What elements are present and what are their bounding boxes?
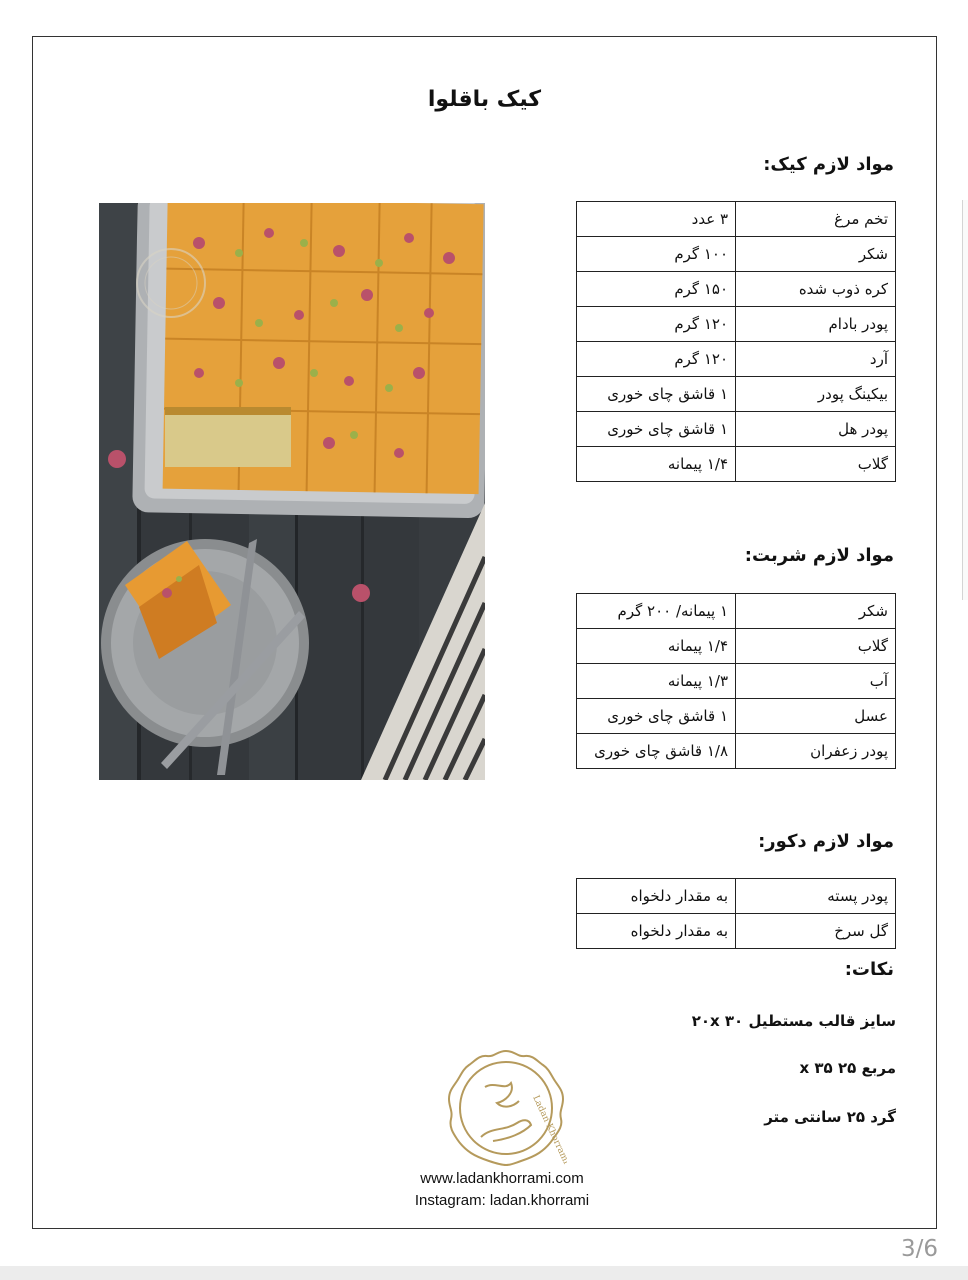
table-row (577, 377, 896, 412)
syrup-ingredients-heading: مواد لازم شربت: (744, 545, 894, 566)
ingredient-amount: ۱/۸ قاشق چای خوری (577, 734, 736, 769)
ingredient-name: گلاب (736, 629, 896, 664)
baklava-cake-photo (99, 203, 485, 780)
ingredient-name: گل سرخ (736, 914, 896, 949)
page-title: کیک باقلوا (427, 87, 542, 112)
decor-ingredients-heading: مواد لازم دکور: (758, 831, 894, 852)
ingredient-amount: به مقدار دلخواه (577, 914, 736, 949)
note-item: گرد ۲۵ سانتی متر (764, 1108, 896, 1126)
table-row (577, 412, 896, 447)
ingredient-name: پودر پسته (736, 879, 896, 914)
table-row (577, 202, 896, 237)
ingredient-amount: ۱۲۰ گرم (577, 307, 736, 342)
table-row (577, 307, 896, 342)
ingredient-name: پودر زعفران (736, 734, 896, 769)
brand-logo (445, 1047, 567, 1169)
note-item: مربع ۲۵ x ۳۵ (799, 1059, 896, 1077)
ingredient-name: تخم مرغ (736, 202, 896, 237)
ingredient-name: بیکینگ پودر (736, 377, 896, 412)
ingredient-name: پودر بادام (736, 307, 896, 342)
ingredient-amount: ۱ قاشق چای خوری (577, 412, 736, 447)
table-row (577, 272, 896, 307)
ingredient-name: گلاب (736, 447, 896, 482)
table-row (577, 664, 896, 699)
ingredient-amount: ۳ عدد (577, 202, 736, 237)
cake-ingredients-heading: مواد لازم کیک: (763, 154, 894, 175)
instagram-handle: Instagram: ladan.khorrami (414, 1192, 590, 1209)
ingredient-name: آرد (736, 342, 896, 377)
ingredient-amount: ۱ پیمانه/ ۲۰۰ گرم (577, 594, 736, 629)
ingredient-name: کره ذوب شده (736, 272, 896, 307)
website-link[interactable]: www.ladankhorrami.com (420, 1170, 584, 1187)
viewer-bottom-bar (0, 1266, 968, 1280)
ingredient-name: پودر هل (736, 412, 896, 447)
ingredient-amount: ۱۰۰ گرم (577, 237, 736, 272)
note-item: سایز قالب مستطیل ۲۰x ۳۰ (691, 1012, 896, 1030)
table-row (577, 879, 896, 914)
ingredient-amount: ۱/۴ پیمانه (577, 447, 736, 482)
cake-ingredients-table (576, 201, 896, 482)
table-row (577, 699, 896, 734)
ingredient-amount: ۱/۳ پیمانه (577, 664, 736, 699)
ingredient-amount: ۱ قاشق چای خوری (577, 699, 736, 734)
ingredient-name: شکر (736, 237, 896, 272)
page-counter: 3/6 (900, 1236, 938, 1262)
ingredient-amount: ۱۵۰ گرم (577, 272, 736, 307)
ingredient-amount: به مقدار دلخواه (577, 879, 736, 914)
table-row (577, 734, 896, 769)
table-row (577, 447, 896, 482)
logo-text: Ladan Khorrami (530, 1094, 567, 1166)
ingredient-name: عسل (736, 699, 896, 734)
table-row (577, 342, 896, 377)
ingredient-amount: ۱/۴ پیمانه (577, 629, 736, 664)
table-row (577, 914, 896, 949)
document-page (32, 36, 937, 1229)
ingredient-name: شکر (736, 594, 896, 629)
ingredient-amount: ۱۲۰ گرم (577, 342, 736, 377)
table-row (577, 237, 896, 272)
ingredient-name: آب (736, 664, 896, 699)
ingredient-amount: ۱ قاشق چای خوری (577, 377, 736, 412)
notes-heading: نکات: (844, 959, 894, 980)
viewer-scroll-edge[interactable] (962, 200, 968, 600)
syrup-ingredients-table (576, 593, 896, 769)
table-row (577, 594, 896, 629)
table-row (577, 629, 896, 664)
decor-ingredients-table (576, 878, 896, 949)
